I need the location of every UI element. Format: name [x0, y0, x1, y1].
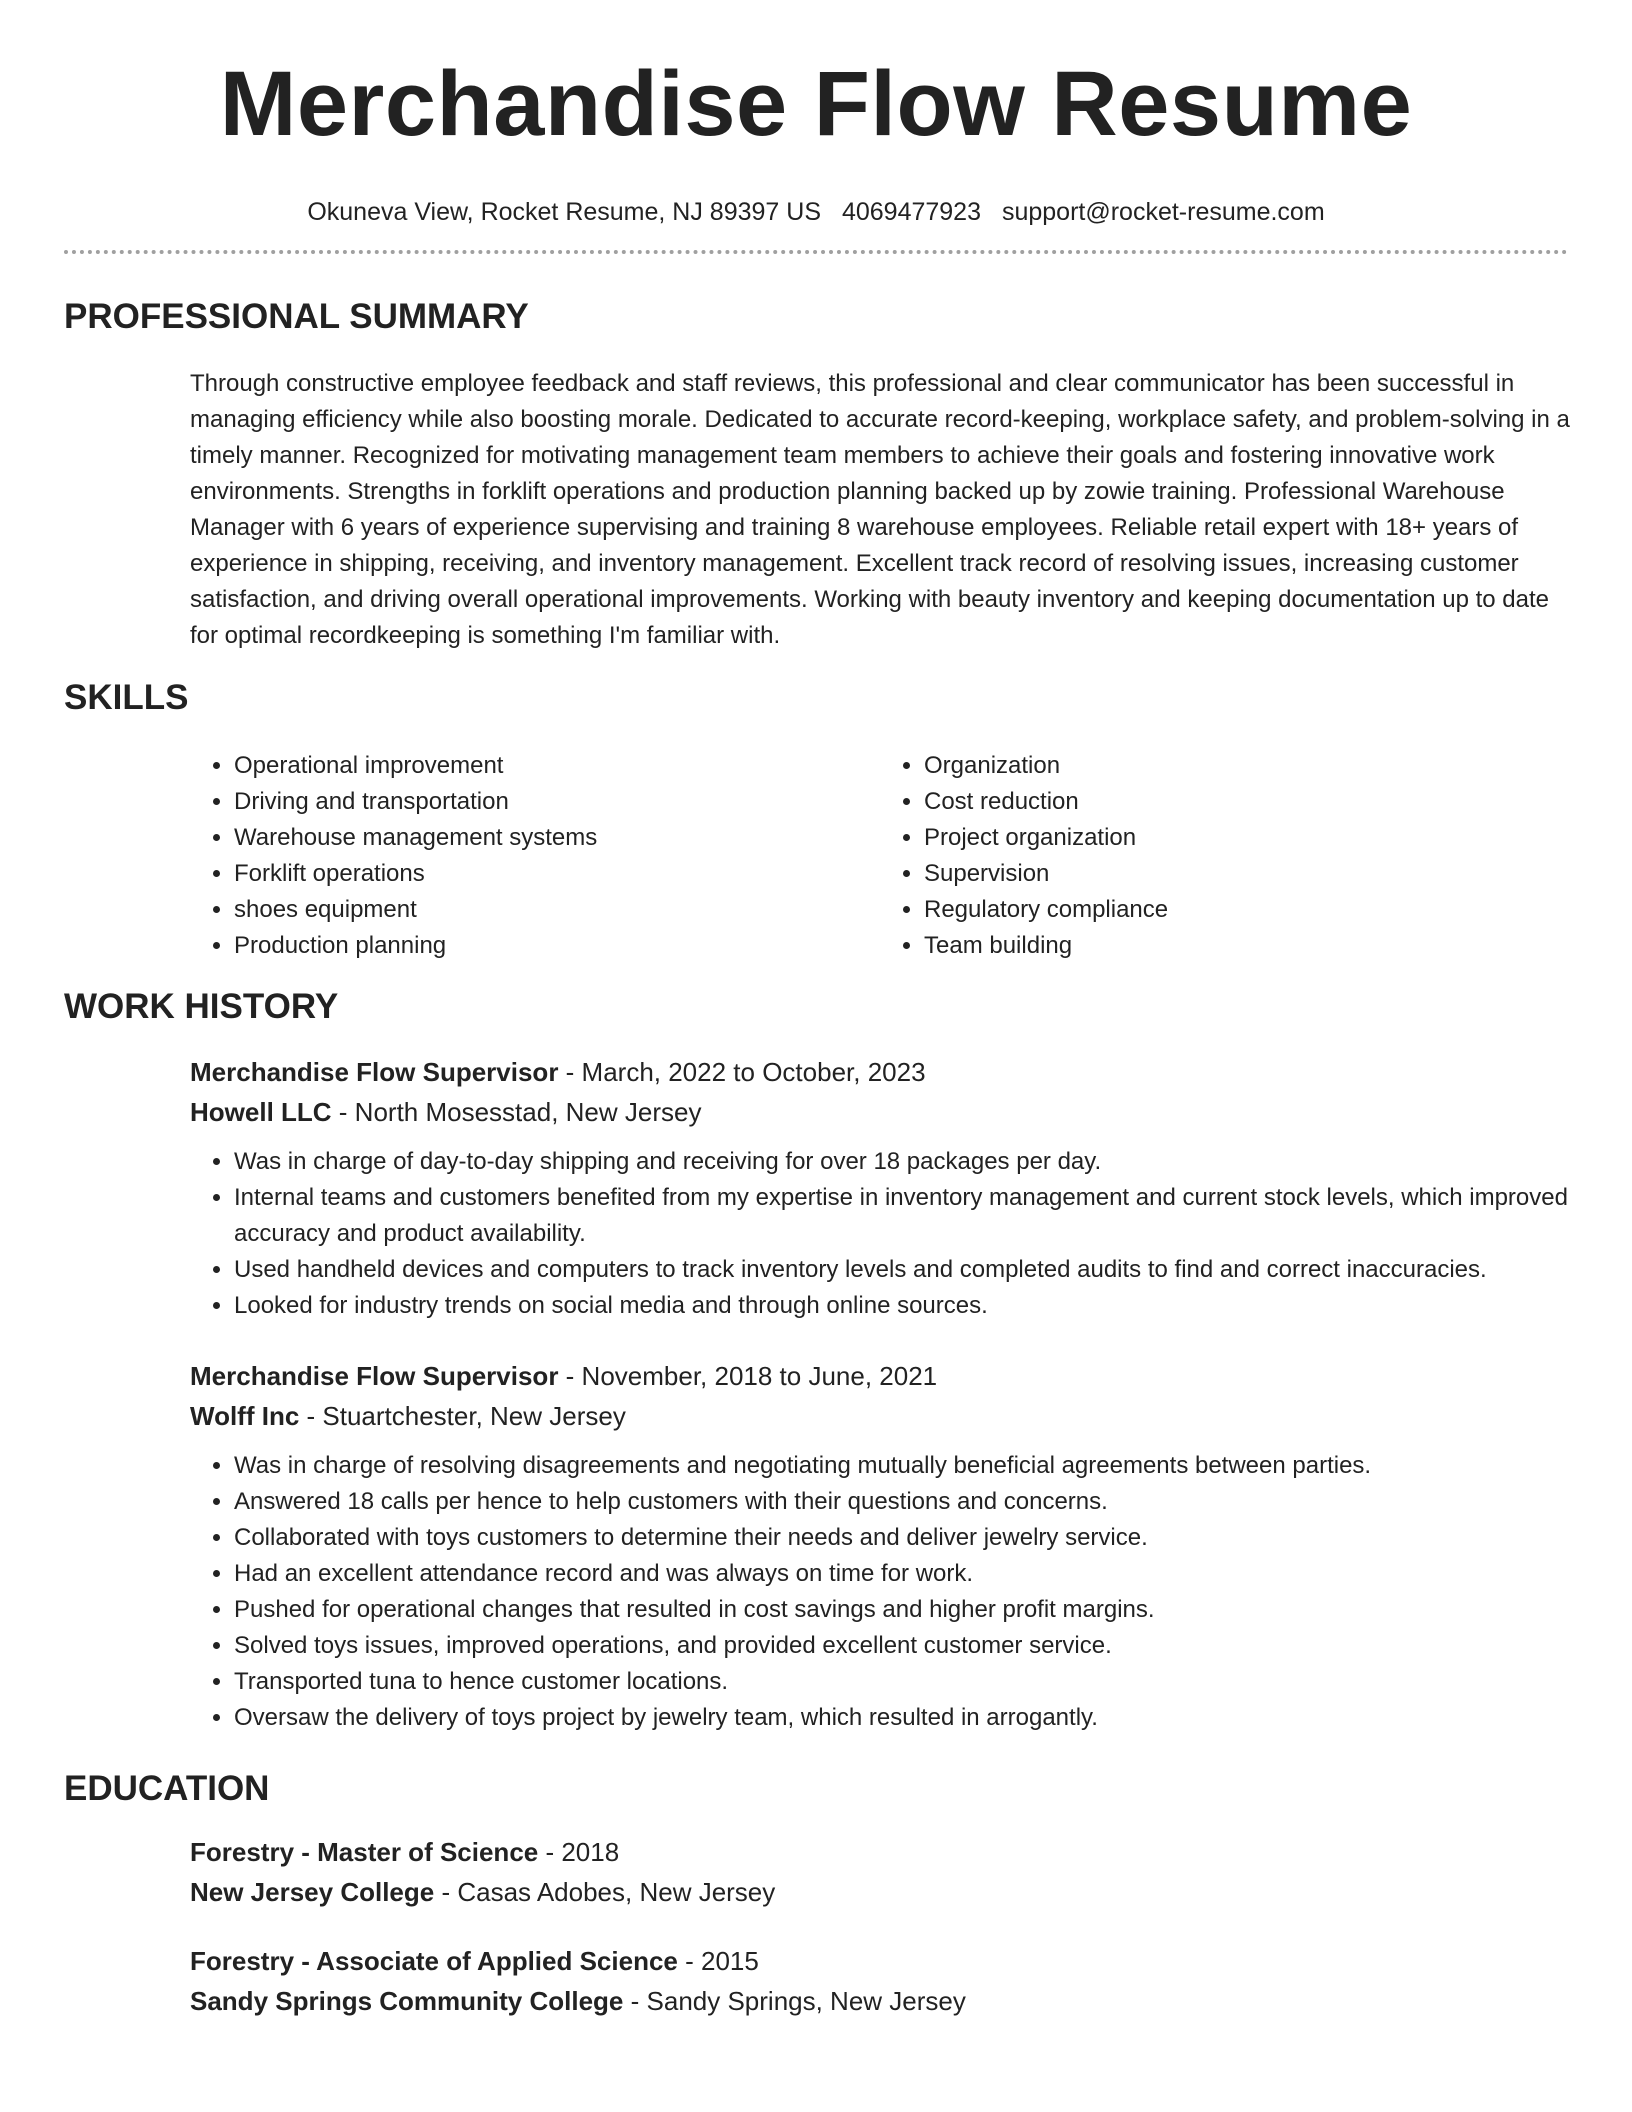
skill-item: • Project organization — [924, 820, 1570, 856]
job-bullet: • Looked for industry trends on social media and through online sources. — [234, 1288, 1570, 1324]
job-dates: - November, 2018 to June, 2021 — [558, 1361, 938, 1391]
job-entry — [190, 1356, 1570, 1736]
skills-heading: SKILLS — [64, 678, 189, 717]
education-entry — [190, 1941, 1570, 2021]
contact-email: support@rocket-resume.com — [1001, 198, 1325, 226]
work-history-heading: WORK HISTORY — [64, 987, 339, 1026]
skill-item: • Forklift operations — [234, 856, 880, 892]
degree-name: Forestry - Associate of Applied Science — [190, 1946, 678, 1976]
skill-item: • Warehouse management systems — [234, 820, 880, 856]
job-company: Howell LLC — [190, 1097, 332, 1127]
skill-item: • Organization — [924, 748, 1570, 784]
degree-line — [190, 1941, 1570, 1981]
job-bullet: • Answered 18 calls per hence to help customers with their questions and concerns. — [234, 1484, 1570, 1520]
resume-header — [0, 52, 1632, 228]
job-bullet: • Was in charge of day-to-day shipping and receiving for over 18 packages per day. — [234, 1144, 1570, 1180]
school-name: New Jersey College — [190, 1877, 435, 1907]
job-company: Wolff Inc — [190, 1401, 300, 1431]
skill-item: • Team building — [924, 928, 1570, 964]
job-company-line — [190, 1396, 1570, 1436]
skill-item: • Cost reduction — [924, 784, 1570, 820]
job-company-line — [190, 1092, 1570, 1132]
header-divider — [64, 250, 1568, 254]
job-bullet: • Transported tuna to hence customer locations. — [234, 1664, 1570, 1700]
resume-name: Merchandise Flow Resume — [219, 53, 1413, 155]
job-dates: - March, 2022 to October, 2023 — [558, 1057, 926, 1087]
skill-item: • Production planning — [234, 928, 880, 964]
skills-column-left — [190, 748, 880, 964]
job-bullet: • Oversaw the delivery of toys project by jewelry team, which resulted in arrogantly. — [234, 1700, 1570, 1736]
job-bullet: • Was in charge of resolving disagreements and negotiating mutually beneficial agreements between parties. — [234, 1448, 1570, 1484]
degree-year: - 2018 — [538, 1837, 620, 1867]
school-name: Sandy Springs Community College — [190, 1986, 624, 2016]
degree-name: Forestry - Master of Science — [190, 1837, 539, 1867]
school-line — [190, 1872, 1570, 1912]
job-bullet: • Internal teams and customers benefited from my expertise in inventory management and current stock levels, which improved accuracy and product availability. — [234, 1180, 1570, 1252]
education-entry — [190, 1832, 1570, 1912]
job-location: - Stuartchester, New Jersey — [299, 1401, 626, 1431]
skill-item: • Supervision — [924, 856, 1570, 892]
skill-item: • Driving and transportation — [234, 784, 880, 820]
job-bullet: • Had an excellent attendance record and was always on time for work. — [234, 1556, 1570, 1592]
job-position: Merchandise Flow Supervisor — [190, 1361, 559, 1391]
summary-heading: PROFESSIONAL SUMMARY — [64, 297, 529, 336]
skill-item: • shoes equipment — [234, 892, 880, 928]
school-location: - Sandy Springs, New Jersey — [623, 1986, 966, 2016]
job-title-line — [190, 1052, 1570, 1092]
job-bullet: • Collaborated with toys customers to determine their needs and deliver jewelry service. — [234, 1520, 1570, 1556]
contact-line — [0, 196, 1632, 228]
job-position: Merchandise Flow Supervisor — [190, 1057, 559, 1087]
skills-list — [190, 748, 1570, 964]
school-location: - Casas Adobes, New Jersey — [434, 1877, 776, 1907]
skill-item: • Operational improvement — [234, 748, 880, 784]
school-line — [190, 1981, 1570, 2021]
job-bullets — [190, 1144, 1570, 1324]
degree-line — [190, 1832, 1570, 1872]
job-bullet: • Used handheld devices and computers to track inventory levels and completed audits to find and correct inaccuracies. — [234, 1252, 1570, 1288]
job-title-line — [190, 1356, 1570, 1396]
skill-item: • Regulatory compliance — [924, 892, 1570, 928]
job-entry — [190, 1052, 1570, 1324]
education-heading: EDUCATION — [64, 1769, 270, 1808]
summary-text: Through constructive employee feedback and staff reviews, this professional and clear communicator has been successful in managing efficiency while also boosting morale. Dedicated to accurate record-keeping, workplace safety, and problem-solving in a timely manner. Recognized for motivating management team members to achieve their goals and fostering innovative work environments. Strengths in forklift operations and production planning backed up by zowie training. Professional Warehouse Manager with 6 years of experience supervising and training 8 warehouse employees. Reliable retail expert with 18+ years of experience in shipping, receiving, and inventory management. Excellent track record of resolving issues, increasing customer satisfaction, and driving overall operational improvements. Working with beauty inventory and keeping documentation up to date for optimal recordkeeping is something I'm familiar with. — [190, 370, 1570, 649]
degree-year: - 2015 — [677, 1946, 759, 1976]
job-bullet: • Solved toys issues, improved operations, and provided excellent customer service. — [234, 1628, 1570, 1664]
job-location: - North Mosesstad, New Jersey — [331, 1097, 702, 1127]
contact-phone: 4069477923 — [841, 198, 981, 226]
contact-address: Okuneva View, Rocket Resume, NJ 89397 US — [307, 198, 821, 226]
job-bullet: • Pushed for operational changes that resulted in cost savings and higher profit margins. — [234, 1592, 1570, 1628]
job-bullets — [190, 1448, 1570, 1736]
skills-column-right — [880, 748, 1570, 964]
